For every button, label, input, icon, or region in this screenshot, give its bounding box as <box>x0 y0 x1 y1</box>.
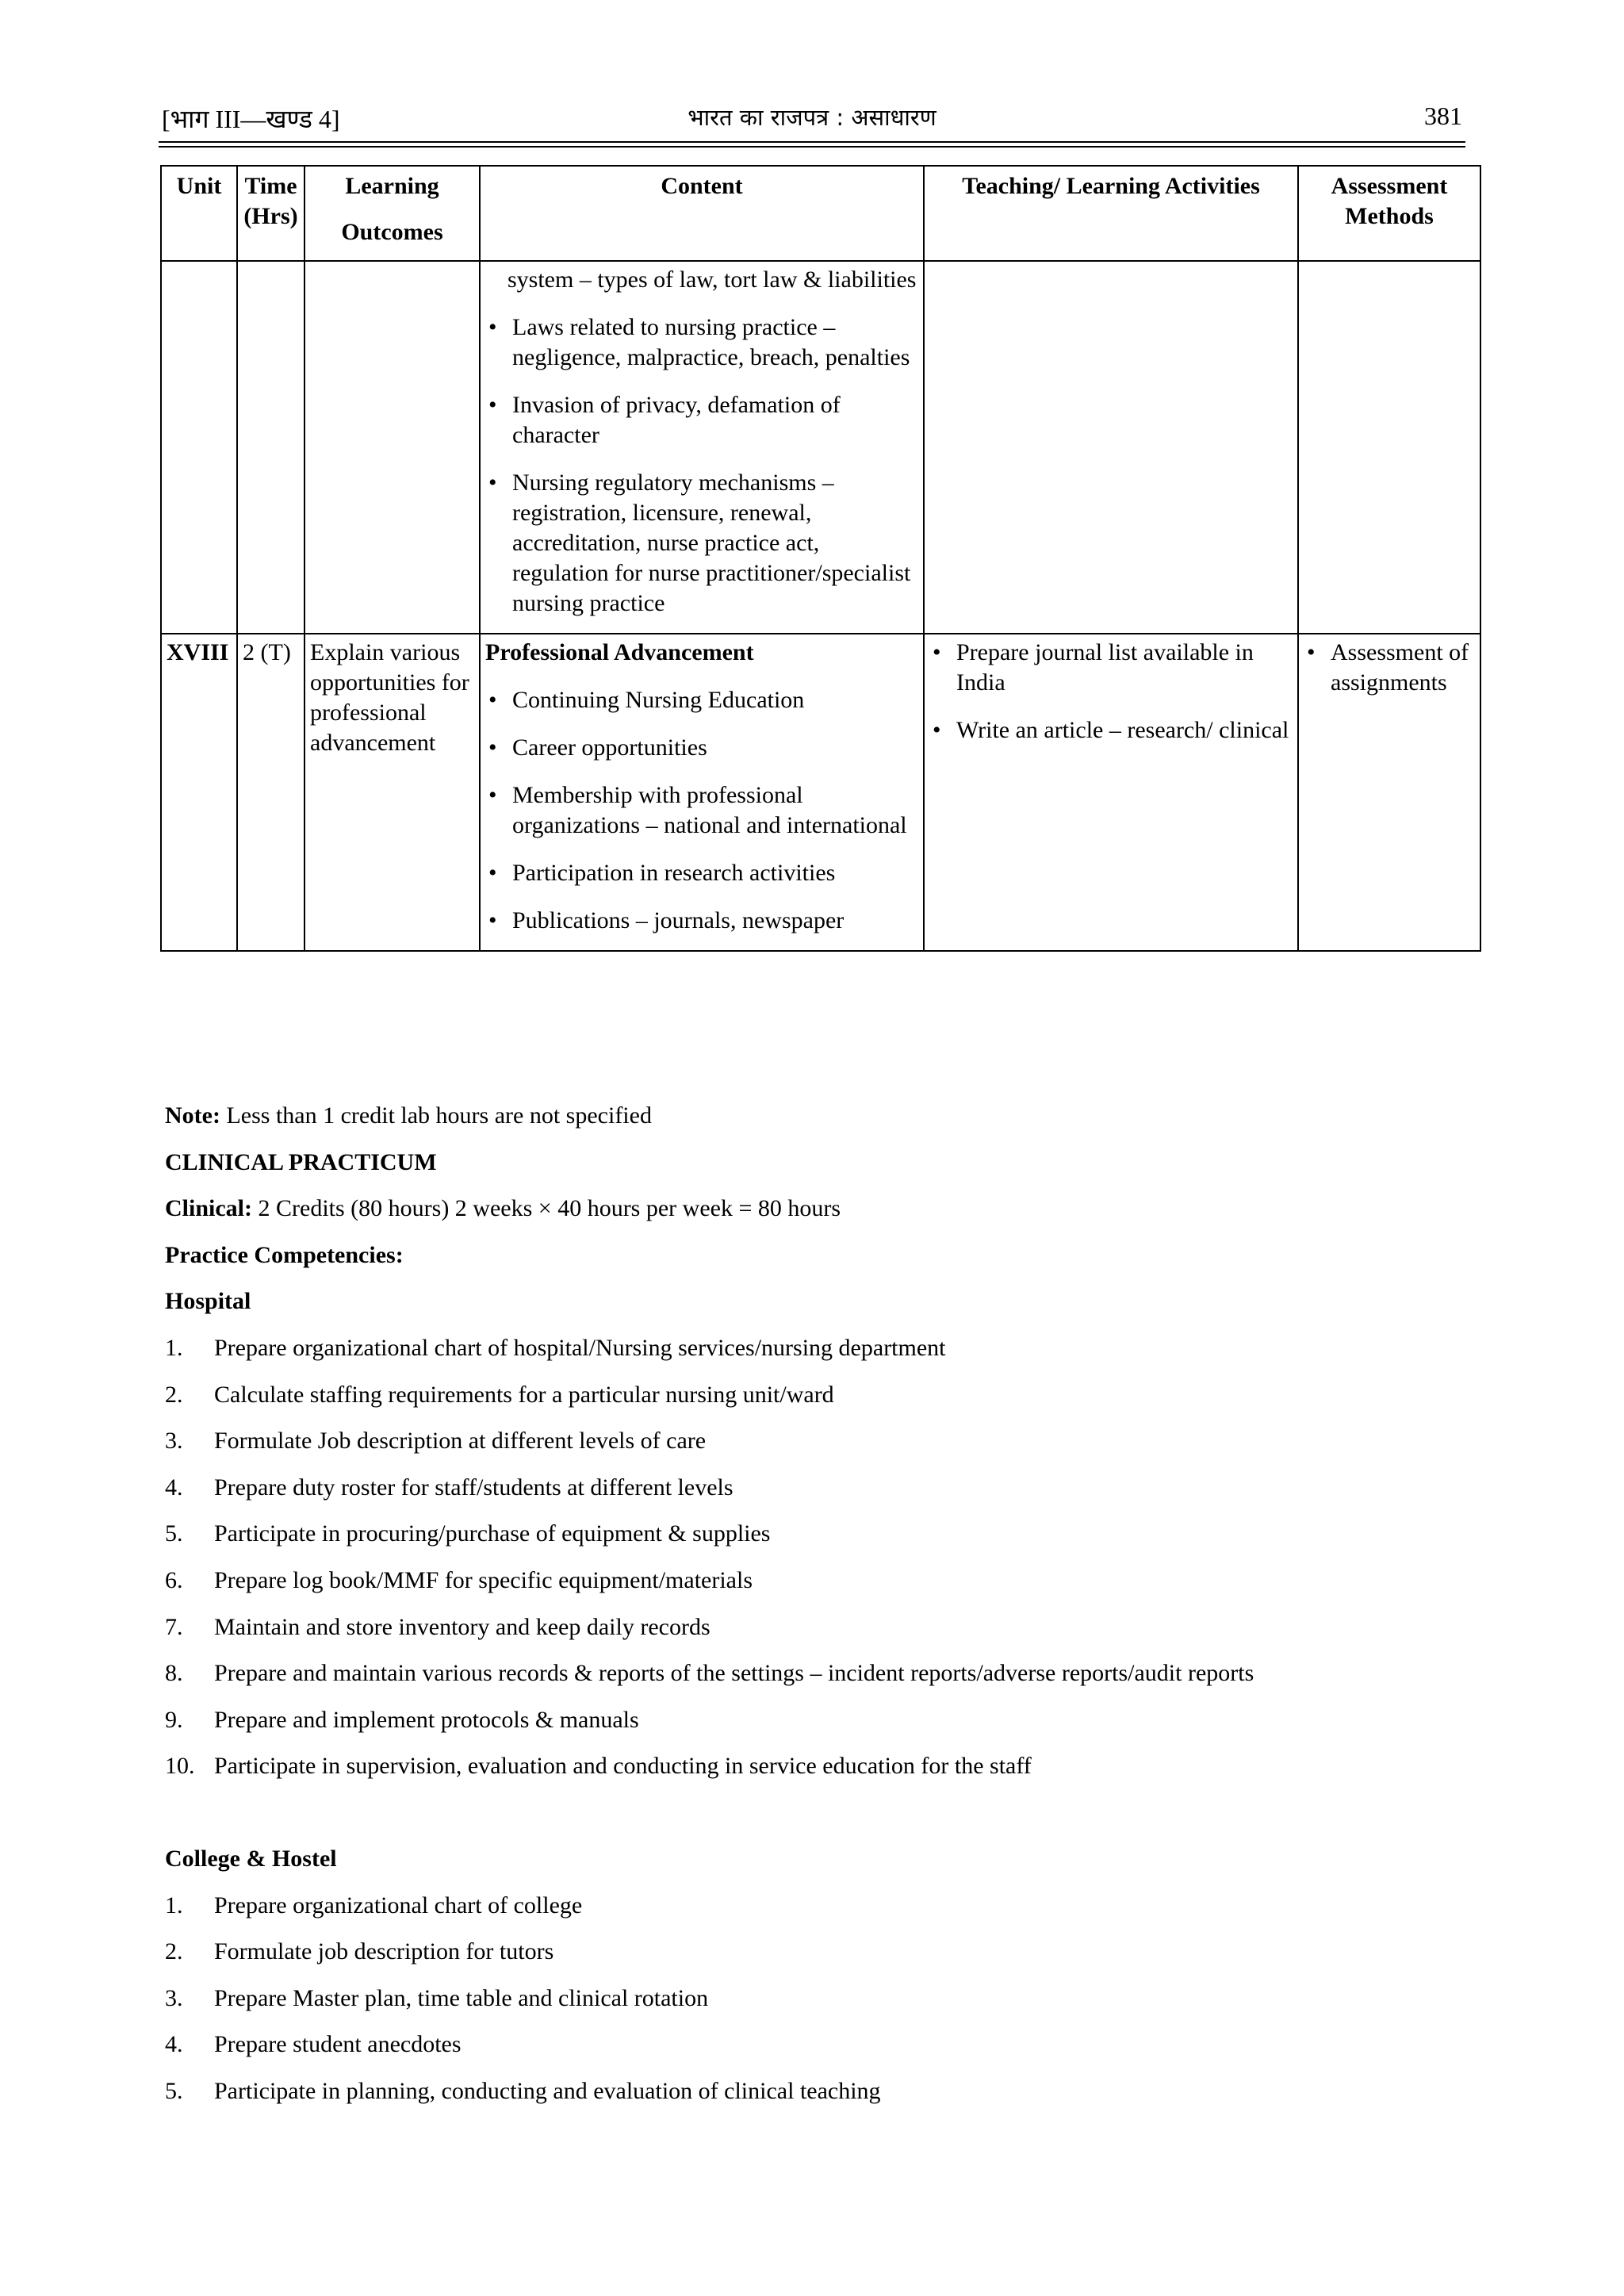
clinical-line <box>165 1194 1465 1240</box>
section-spacer <box>165 1798 1465 1844</box>
syllabus-table <box>160 165 1481 952</box>
item-number: 2. <box>165 1938 183 1965</box>
item-number: 3. <box>165 1984 183 2011</box>
college-competency-list <box>165 1891 1465 2123</box>
cell-activities <box>924 634 1298 951</box>
list-item <box>165 1751 1465 1798</box>
list-item: • Invasion of privacy, defamation of character <box>485 390 918 450</box>
list-item <box>165 1658 1465 1705</box>
list-item <box>165 1937 1465 1984</box>
item-text: Prepare student anecdotes <box>214 2031 462 2058</box>
item-number: 3. <box>165 1428 183 1455</box>
cell-outcomes-empty <box>304 261 480 634</box>
competencies-title <box>165 1240 1465 1287</box>
item-text: Prepare log book/MMF for specific equipment/materials <box>214 1566 753 1593</box>
item-number: 4. <box>165 2031 183 2058</box>
note-label: Note: <box>165 1102 220 1129</box>
competencies-title-text: Practice Competencies: <box>165 1241 404 1268</box>
item-number: 9. <box>165 1706 183 1733</box>
assessment-bullet-list <box>1304 638 1475 698</box>
col-header-outcomes-line1: Learning <box>345 173 439 199</box>
item-text: Prepare and implement protocols & manuals <box>214 1706 639 1733</box>
cell-assessment <box>1298 634 1480 951</box>
list-item: • Laws related to nursing practice – negligence, malpractice, breach, penalties <box>485 312 918 373</box>
page-number: 381 <box>1424 102 1462 130</box>
table-header-row <box>161 166 1480 261</box>
item-text: Formulate Job description at different levels of care <box>214 1428 707 1455</box>
list-item <box>165 1891 1465 1938</box>
col-header-time: Time (Hrs) <box>237 166 304 261</box>
header-double-rule <box>159 141 1465 148</box>
table-row-continuation <box>161 261 1480 634</box>
list-item <box>165 1426 1465 1473</box>
content-lead-text: system – types of law, tort law & liabilities <box>508 266 917 293</box>
practicum-title-text: CLINICAL PRACTICUM <box>165 1148 437 1175</box>
item-text: Prepare organizational chart of college <box>214 1892 583 1918</box>
cell-unit: XVIII <box>161 634 237 951</box>
list-item: • Participation in research activities <box>485 858 918 888</box>
item-number: 1. <box>165 1334 183 1361</box>
item-text: Prepare duty roster for staff/students at different levels <box>214 1474 733 1501</box>
list-item <box>165 1984 1465 2030</box>
cell-time-empty <box>237 261 304 634</box>
item-number: 5. <box>165 1520 183 1547</box>
cell-unit-empty <box>161 261 237 634</box>
hospital-competency-list <box>165 1333 1465 1798</box>
gazette-title: भारत का राजपत्र : असाधारण <box>688 104 936 131</box>
item-text: Formulate job description for tutors <box>214 1938 554 1965</box>
clinical-text: 2 Credits (80 hours) 2 weeks × 40 hours per week = 80 hours <box>252 1195 841 1222</box>
item-text: Participate in planning, conducting and evaluation of clinical teaching <box>214 2077 881 2104</box>
list-item <box>165 2030 1465 2076</box>
list-item: • Membership with professional organizations – national and international <box>485 780 918 841</box>
col-header-outcomes <box>304 166 480 261</box>
list-item <box>165 1612 1465 1659</box>
college-title-text: College & Hostel <box>165 1845 337 1872</box>
cell-outcomes: Explain various opportunities for professional advancement <box>304 634 480 951</box>
col-header-content: Content <box>480 166 924 261</box>
list-item: • Publications – journals, newspaper <box>485 906 918 936</box>
note-text: Less than 1 credit lab hours are not specified <box>220 1102 652 1129</box>
item-number: 10. <box>165 1753 195 1780</box>
part-section-label: [भाग III—खण्ड 4] <box>162 105 340 133</box>
content-bullet-list <box>485 312 918 619</box>
col-header-assessment: Assessment Methods <box>1298 166 1480 261</box>
cell-assessment-empty <box>1298 261 1480 634</box>
item-number: 8. <box>165 1660 183 1687</box>
item-number: 2. <box>165 1381 183 1408</box>
list-item: • Career opportunities <box>485 733 918 763</box>
item-text: Prepare Master plan, time table and clinical rotation <box>214 1984 709 2011</box>
list-item <box>165 1705 1465 1752</box>
item-text: Participate in procuring/purchase of equipment & supplies <box>214 1520 771 1547</box>
hospital-title <box>165 1286 1465 1333</box>
item-text: Maintain and store inventory and keep daily records <box>214 1613 710 1640</box>
col-header-activities: Teaching/ Learning Activities <box>924 166 1298 261</box>
note-line <box>165 1101 1465 1148</box>
item-text: Prepare and maintain various records & reports of the settings – incident reports/adverse reports/audit reports <box>214 1660 1254 1687</box>
item-text: Calculate staffing requirements for a particular nursing unit/ward <box>214 1381 834 1408</box>
col-header-unit: Unit <box>161 166 237 261</box>
cell-content <box>480 634 924 951</box>
clinical-label: Clinical: <box>165 1195 252 1222</box>
activities-bullet-list <box>929 638 1293 746</box>
list-item <box>165 1519 1465 1566</box>
list-item <box>165 1566 1465 1612</box>
item-text: Participate in supervision, evaluation and conducting in service education for the staff <box>214 1753 1032 1780</box>
content-heading: Professional Advancement <box>485 639 754 665</box>
list-item <box>165 1333 1465 1380</box>
list-item <box>165 2076 1465 2123</box>
list-item: • Prepare journal list available in India <box>929 638 1293 698</box>
practicum-title <box>165 1148 1465 1194</box>
list-item: • Write an article – research/ clinical <box>929 715 1293 746</box>
item-number: 5. <box>165 2077 183 2104</box>
college-title <box>165 1844 1465 1891</box>
cell-content-continuation <box>480 261 924 634</box>
list-item: • Assessment of assignments <box>1304 638 1475 698</box>
list-item <box>165 1473 1465 1520</box>
item-number: 4. <box>165 1474 183 1501</box>
hospital-title-text: Hospital <box>165 1288 251 1315</box>
item-number: 6. <box>165 1566 183 1593</box>
cell-time: 2 (T) <box>237 634 304 951</box>
col-header-outcomes-line2: Outcomes <box>341 219 443 245</box>
item-text: Prepare organizational chart of hospital/Nursing services/nursing department <box>214 1334 946 1361</box>
list-item: • Continuing Nursing Education <box>485 685 918 715</box>
cell-activities-empty <box>924 261 1298 634</box>
table-row-unit-xviii <box>161 634 1480 951</box>
document-body <box>165 1101 1465 2122</box>
item-number: 1. <box>165 1892 183 1918</box>
page-header <box>162 102 1462 140</box>
list-item <box>165 1380 1465 1427</box>
item-number: 7. <box>165 1613 183 1640</box>
content-bullet-list <box>485 685 918 936</box>
list-item: • Nursing regulatory mechanisms – registration, licensure, renewal, accreditation, nurse practice act, regulation for nurse practitioner/specialist nursing practice <box>485 468 918 619</box>
